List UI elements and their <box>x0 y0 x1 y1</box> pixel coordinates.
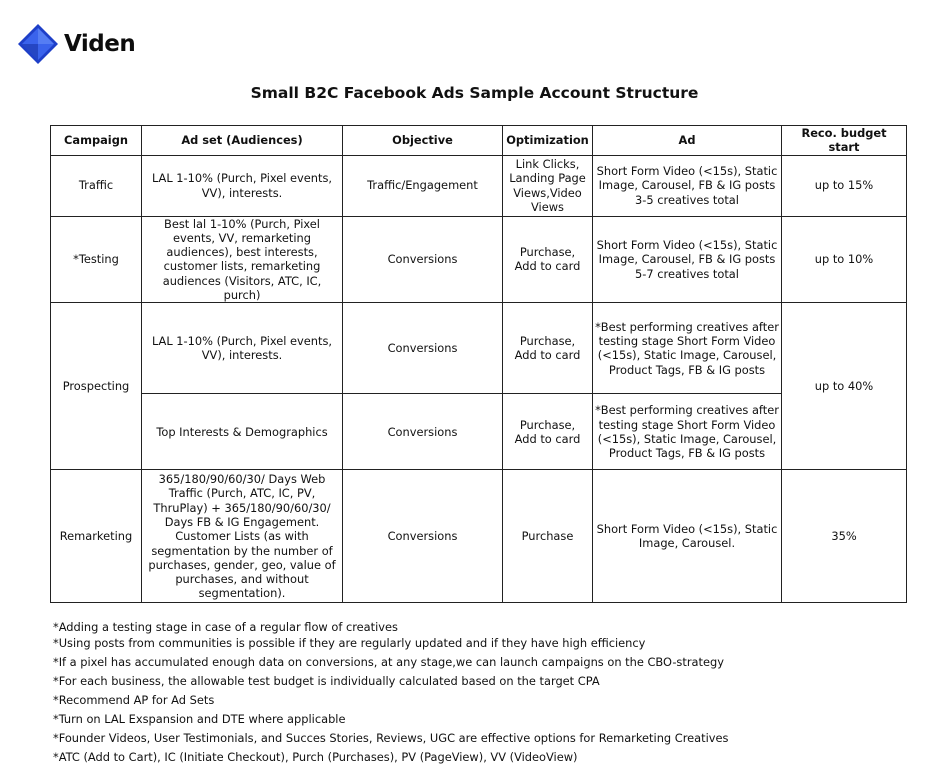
cell-ad: Short Form Video (<15s), Static Image, Carousel. <box>593 470 782 603</box>
table-row <box>51 394 907 470</box>
cell-budget: up to 40% <box>782 303 907 470</box>
cell-adset: LAL 1-10% (Purch, Pixel events, VV), interests. <box>142 303 343 394</box>
header-optimization: Optimization <box>503 126 593 156</box>
cell-objective: Conversions <box>343 394 503 470</box>
cell-campaign: Traffic <box>51 155 142 216</box>
cell-adset: LAL 1-10% (Purch, Pixel events, VV), interests. <box>142 155 343 216</box>
cell-objective: Traffic/Engagement <box>343 155 503 216</box>
cell-ad: Short Form Video (<15s), Static Image, Carousel, FB & IG posts 3-5 creatives total <box>593 155 782 216</box>
cell-objective: Conversions <box>343 303 503 394</box>
table-row <box>51 216 907 303</box>
cell-optimization: Purchase, Add to card <box>503 216 593 303</box>
brand-name: Viden <box>64 31 136 57</box>
footnote: *Using posts from communities is possible if they are regularly updated and if they have high efficiency <box>53 636 646 650</box>
cell-objective: Conversions <box>343 470 503 603</box>
cell-optimization: Purchase, Add to card <box>503 303 593 394</box>
cell-budget: up to 10% <box>782 216 907 303</box>
header-ad: Ad <box>593 126 782 156</box>
cell-budget: 35% <box>782 470 907 603</box>
cell-adset: 365/180/90/60/30/ Days Web Traffic (Purch, ATC, IC, PV, ThruPlay) + 365/180/90/60/30/ Days FB & IG Engagement. Customer Lists (as with segmentation by the number of purchases, gender, geo, value of purchases, and without segmentation). <box>142 470 343 603</box>
cell-campaign: Remarketing <box>51 470 142 603</box>
table-header-row <box>51 126 907 156</box>
header-budget: Reco. budget start <box>782 126 907 156</box>
footnote: *Adding a testing stage in case of a regular flow of creatives <box>53 620 398 634</box>
account-structure-table <box>50 125 907 603</box>
table-row <box>51 470 907 603</box>
footnote: *Recommend AP for Ad Sets <box>53 693 215 707</box>
cell-ad: *Best performing creatives after testing stage Short Form Video (<15s), Static Image, Carousel, Product Tags, FB & IG posts <box>593 303 782 394</box>
diamond-logo-icon <box>16 22 60 66</box>
cell-optimization: Purchase <box>503 470 593 603</box>
table-row <box>51 155 907 216</box>
cell-budget: up to 15% <box>782 155 907 216</box>
footnote: *Turn on LAL Exspansion and DTE where applicable <box>53 712 346 726</box>
cell-ad: Short Form Video (<15s), Static Image, Carousel, FB & IG posts 5-7 creatives total <box>593 216 782 303</box>
header-objective: Objective <box>343 126 503 156</box>
cell-campaign: Prospecting <box>51 303 142 470</box>
cell-objective: Conversions <box>343 216 503 303</box>
cell-optimization: Purchase, Add to card <box>503 394 593 470</box>
cell-adset: Best lal 1-10% (Purch, Pixel events, VV, remarketing audiences), best interests, customer lists, remarketing audiences (Visitors, ATC, IC, purch) <box>142 216 343 303</box>
footnote: *If a pixel has accumulated enough data on conversions, at any stage,we can launch campaigns on the CBO-strategy <box>53 655 724 669</box>
table-row <box>51 303 907 394</box>
header-adset: Ad set (Audiences) <box>142 126 343 156</box>
footnotes <box>53 620 933 767</box>
brand-logo <box>16 22 135 66</box>
header-campaign: Campaign <box>51 126 142 156</box>
cell-ad: *Best performing creatives after testing stage Short Form Video (<15s), Static Image, Carousel, Product Tags, FB & IG posts <box>593 394 782 470</box>
footnote: *For each business, the allowable test budget is individually calculated based on the target CPA <box>53 674 600 688</box>
cell-adset: Top Interests & Demographics <box>142 394 343 470</box>
cell-campaign: *Testing <box>51 216 142 303</box>
document-title: Small B2C Facebook Ads Sample Account Structure <box>250 84 699 102</box>
footnote: *ATC (Add to Cart), IC (Initiate Checkout), Purch (Purchases), PV (PageView), VV (VideoView) <box>53 750 578 764</box>
cell-optimization: Link Clicks, Landing Page Views,Video Views <box>503 155 593 216</box>
footnote: *Founder Videos, User Testimonials, and Succes Stories, Reviews, UGC are effective options for Remarketing Creatives <box>53 731 729 745</box>
